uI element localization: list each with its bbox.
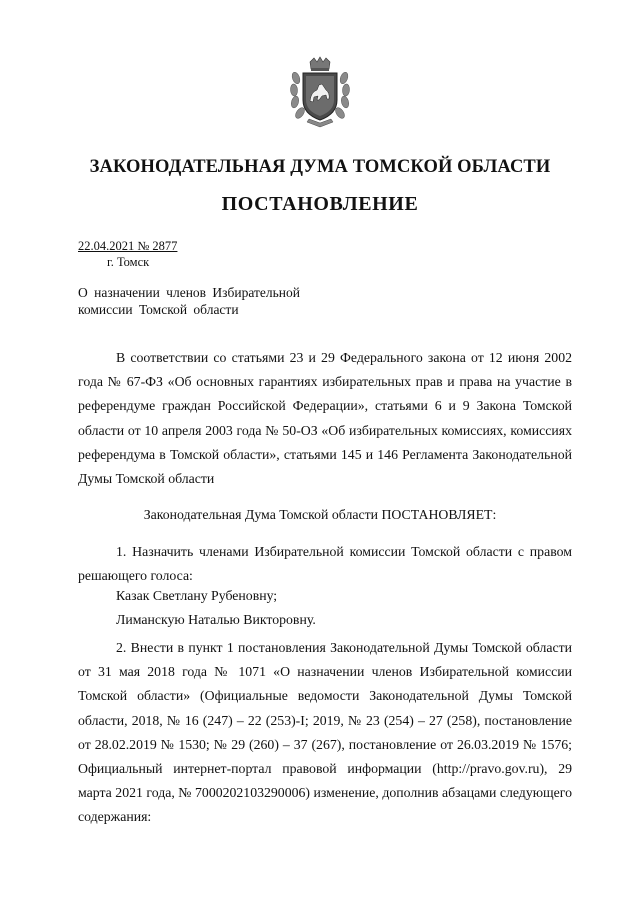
item-2-paragraph: 2. Внести в пункт 1 постановления Законодательной Думы Томской области от 31 мая 2018 года № 1071 «О назначении членов Избирательной комиссии Томской области» (Официальные ведомости Законодательной Думы Томской области, 2018, № 16 (247) – 22 (253)-I; 2019, № 23 (254) – 27 (258), постановление от 28.02.2019 № 1530; № 29 (260) – 37 (267), постановление от 26.03.2019 № 1576; Официальный интернет-портал правовой информации (http://pravo.gov.ru), 29 марта 2021 года, № 7000202103290006) изменение, дополнив абзацами следующего содержания:: [78, 640, 572, 825]
date-and-number: 22.04.2021 № 2877: [78, 239, 178, 253]
city: г. Томск: [107, 255, 150, 269]
resolves-line: Законодательная Дума Томской области ПОСТАНОВЛЯЕТ:: [143, 507, 497, 522]
appointee-1: Казак Светлану Рубеновну;: [116, 588, 278, 603]
appointee-2: Лиманскую Наталью Викторовну.: [116, 612, 316, 627]
document-type-heading: ПОСТАНОВЛЕНИЕ: [221, 193, 419, 215]
organization-title: ЗАКОНОДАТЕЛЬНАЯ ДУМА ТОМСКОЙ ОБЛАСТИ: [89, 157, 551, 177]
coat-of-arms-icon: [289, 56, 351, 130]
item-1-paragraph: 1. Назначить членами Избирательной комиссии Томской области с правом решающего голоса:: [78, 544, 572, 583]
preamble-paragraph: В соответствии со статьями 23 и 29 Федерального закона от 12 июня 2002 года № 67-ФЗ «Об основных гарантиях избирательных прав и права на участие в референдуме граждан Российской Федерации», статьями 6 и 9 Закона Томской области от 10 апреля 2003 года № 50-ОЗ «Об избирательных комиссиях, комиссиях референдума в Томской области», статьями 145 и 146 Регламента Законодательной Думы Томской области: [78, 350, 572, 487]
document-subject: О назначении членов Избирательной комиссии Томской области: [78, 285, 300, 317]
